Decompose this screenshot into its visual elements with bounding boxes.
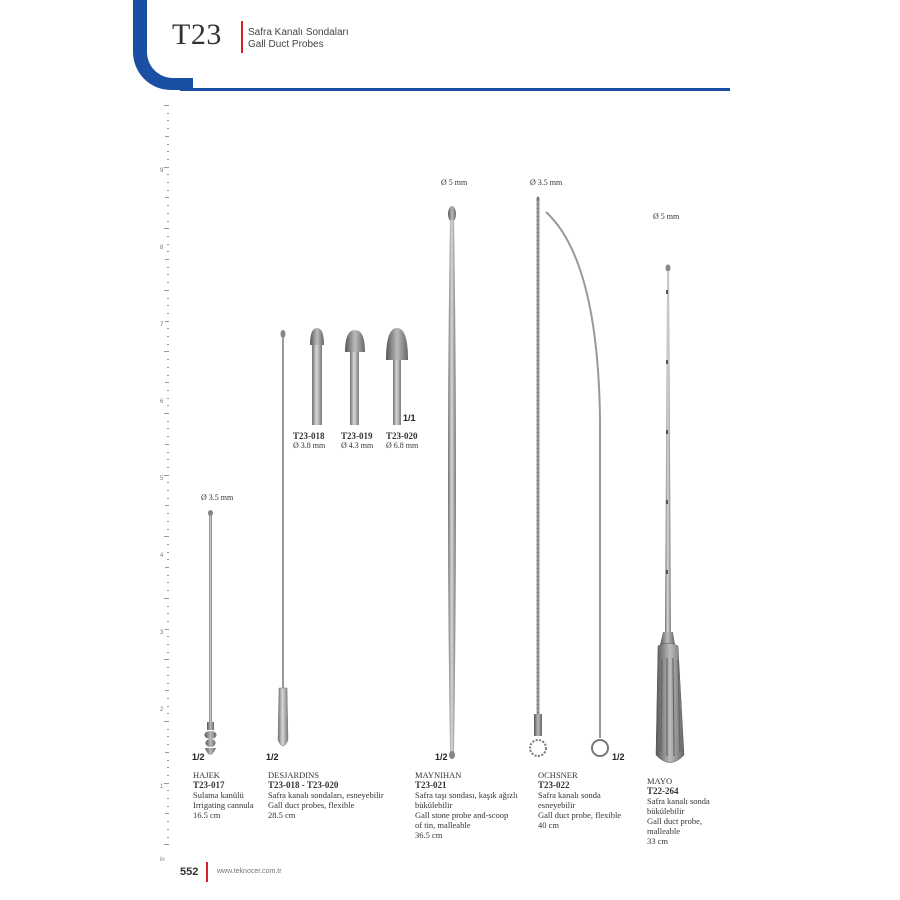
maynihan-diameter: Ø 5 mm — [441, 178, 468, 187]
ruler-number: 3 — [160, 630, 164, 636]
product-desc: 28.5 cm — [268, 810, 296, 820]
subtitle-tr: Safra Kanalı Sondaları — [248, 27, 349, 38]
ruler-number: 8 — [160, 245, 164, 251]
hajek-cannula — [205, 510, 217, 755]
product-desc: Sulama kanülü — [193, 790, 244, 800]
product-name: DESJARDINS — [268, 770, 320, 780]
tip-diameter: Ø 4.3 mm — [341, 441, 374, 450]
mayo-probe — [656, 265, 684, 763]
ochsner-probe-curved — [546, 212, 608, 756]
product-name: OCHSNER — [538, 770, 578, 780]
maynihan-probe — [448, 206, 456, 759]
product-desc: bükülebilir — [415, 800, 453, 810]
product-desc: Gall duct probe, — [647, 816, 702, 826]
tip-code: T23-020 — [386, 431, 418, 441]
product-desc: 40 cm — [538, 820, 560, 830]
footer-url: www.teknocer.com.tr — [217, 868, 282, 875]
mayo-diameter: Ø 5 mm — [653, 212, 680, 221]
desjardins-tip-scale: 1/1 — [403, 413, 416, 423]
product-desc: esneyebilir — [538, 800, 576, 810]
subtitle-en: Gall Duct Probes — [248, 39, 324, 50]
ochsner-diameter: Ø 3.5 mm — [530, 178, 563, 187]
product-desc: Safra kanalı sonda — [647, 796, 710, 806]
product-desc: Irrigating cannula — [193, 800, 254, 810]
hajek-label — [193, 770, 254, 820]
ochsner-label — [538, 770, 621, 830]
ruler-number: in — [160, 857, 165, 863]
product-desc: bükülebilir — [647, 806, 685, 816]
product-desc: Safra kanalı sonda — [538, 790, 601, 800]
footer-separator — [206, 862, 208, 882]
product-code: T23-018 - T23-020 — [268, 780, 339, 790]
ochsner-scale: 1/2 — [612, 752, 625, 762]
ruler-number: 9 — [160, 168, 164, 174]
tip-020-label — [386, 431, 418, 451]
product-name: MAYO — [647, 776, 673, 786]
ruler-number: 1 — [160, 784, 164, 790]
page-title: T23 — [172, 18, 222, 51]
tip-code: T23-018 — [293, 431, 325, 441]
product-code: T23-022 — [538, 780, 570, 790]
tip-diameter: Ø 6.8 mm — [386, 441, 419, 450]
maynihan-scale: 1/2 — [435, 752, 448, 762]
product-desc: Safra kanalı sondaları, esneyebilir — [268, 790, 384, 800]
ruler-number: 7 — [160, 322, 164, 328]
ruler-number: 5 — [160, 476, 164, 482]
product-desc: of tin, malleable — [415, 820, 471, 830]
tip-diameter: Ø 3.8 mm — [293, 441, 326, 450]
product-code: T22-264 — [647, 786, 679, 796]
product-desc: malleable — [647, 826, 681, 836]
desjardins-tip-018 — [310, 328, 324, 425]
tip-018-label — [293, 431, 325, 451]
page-number: 552 — [180, 866, 199, 878]
ochsner-probe-straight — [530, 197, 546, 757]
product-desc: 36.5 cm — [415, 830, 443, 840]
product-desc: 16.5 cm — [193, 810, 221, 820]
mayo-label — [647, 776, 710, 846]
hajek-diameter: Ø 3.5 mm — [201, 493, 234, 502]
product-desc: Gall duct probe, flexible — [538, 810, 622, 820]
product-name: HAJEK — [193, 770, 220, 780]
ruler-number: 6 — [160, 399, 164, 405]
maynihan-label — [415, 770, 518, 840]
tip-code: T23-019 — [341, 431, 373, 441]
product-desc: 33 cm — [647, 836, 669, 846]
hajek-scale: 1/2 — [192, 752, 205, 762]
ruler-number: 2 — [160, 707, 164, 713]
desjardins-tip-020 — [386, 328, 408, 425]
product-name: MAYNIHAN — [415, 770, 462, 780]
product-desc: Gall stone probe and-scoop — [415, 810, 509, 820]
desjardins-label — [268, 770, 384, 820]
product-code: T23-017 — [193, 780, 225, 790]
tip-019-label — [341, 431, 373, 451]
product-desc: Gall duct probes, flexible — [268, 800, 355, 810]
desjardins-scale: 1/2 — [266, 752, 279, 762]
product-code: T23-021 — [415, 780, 447, 790]
desjardins-probe — [278, 330, 288, 746]
desjardins-tip-019 — [345, 330, 365, 425]
product-desc: Safra taşı sondası, kaşık ağızlı — [415, 790, 518, 800]
ruler-number: 4 — [160, 553, 164, 559]
